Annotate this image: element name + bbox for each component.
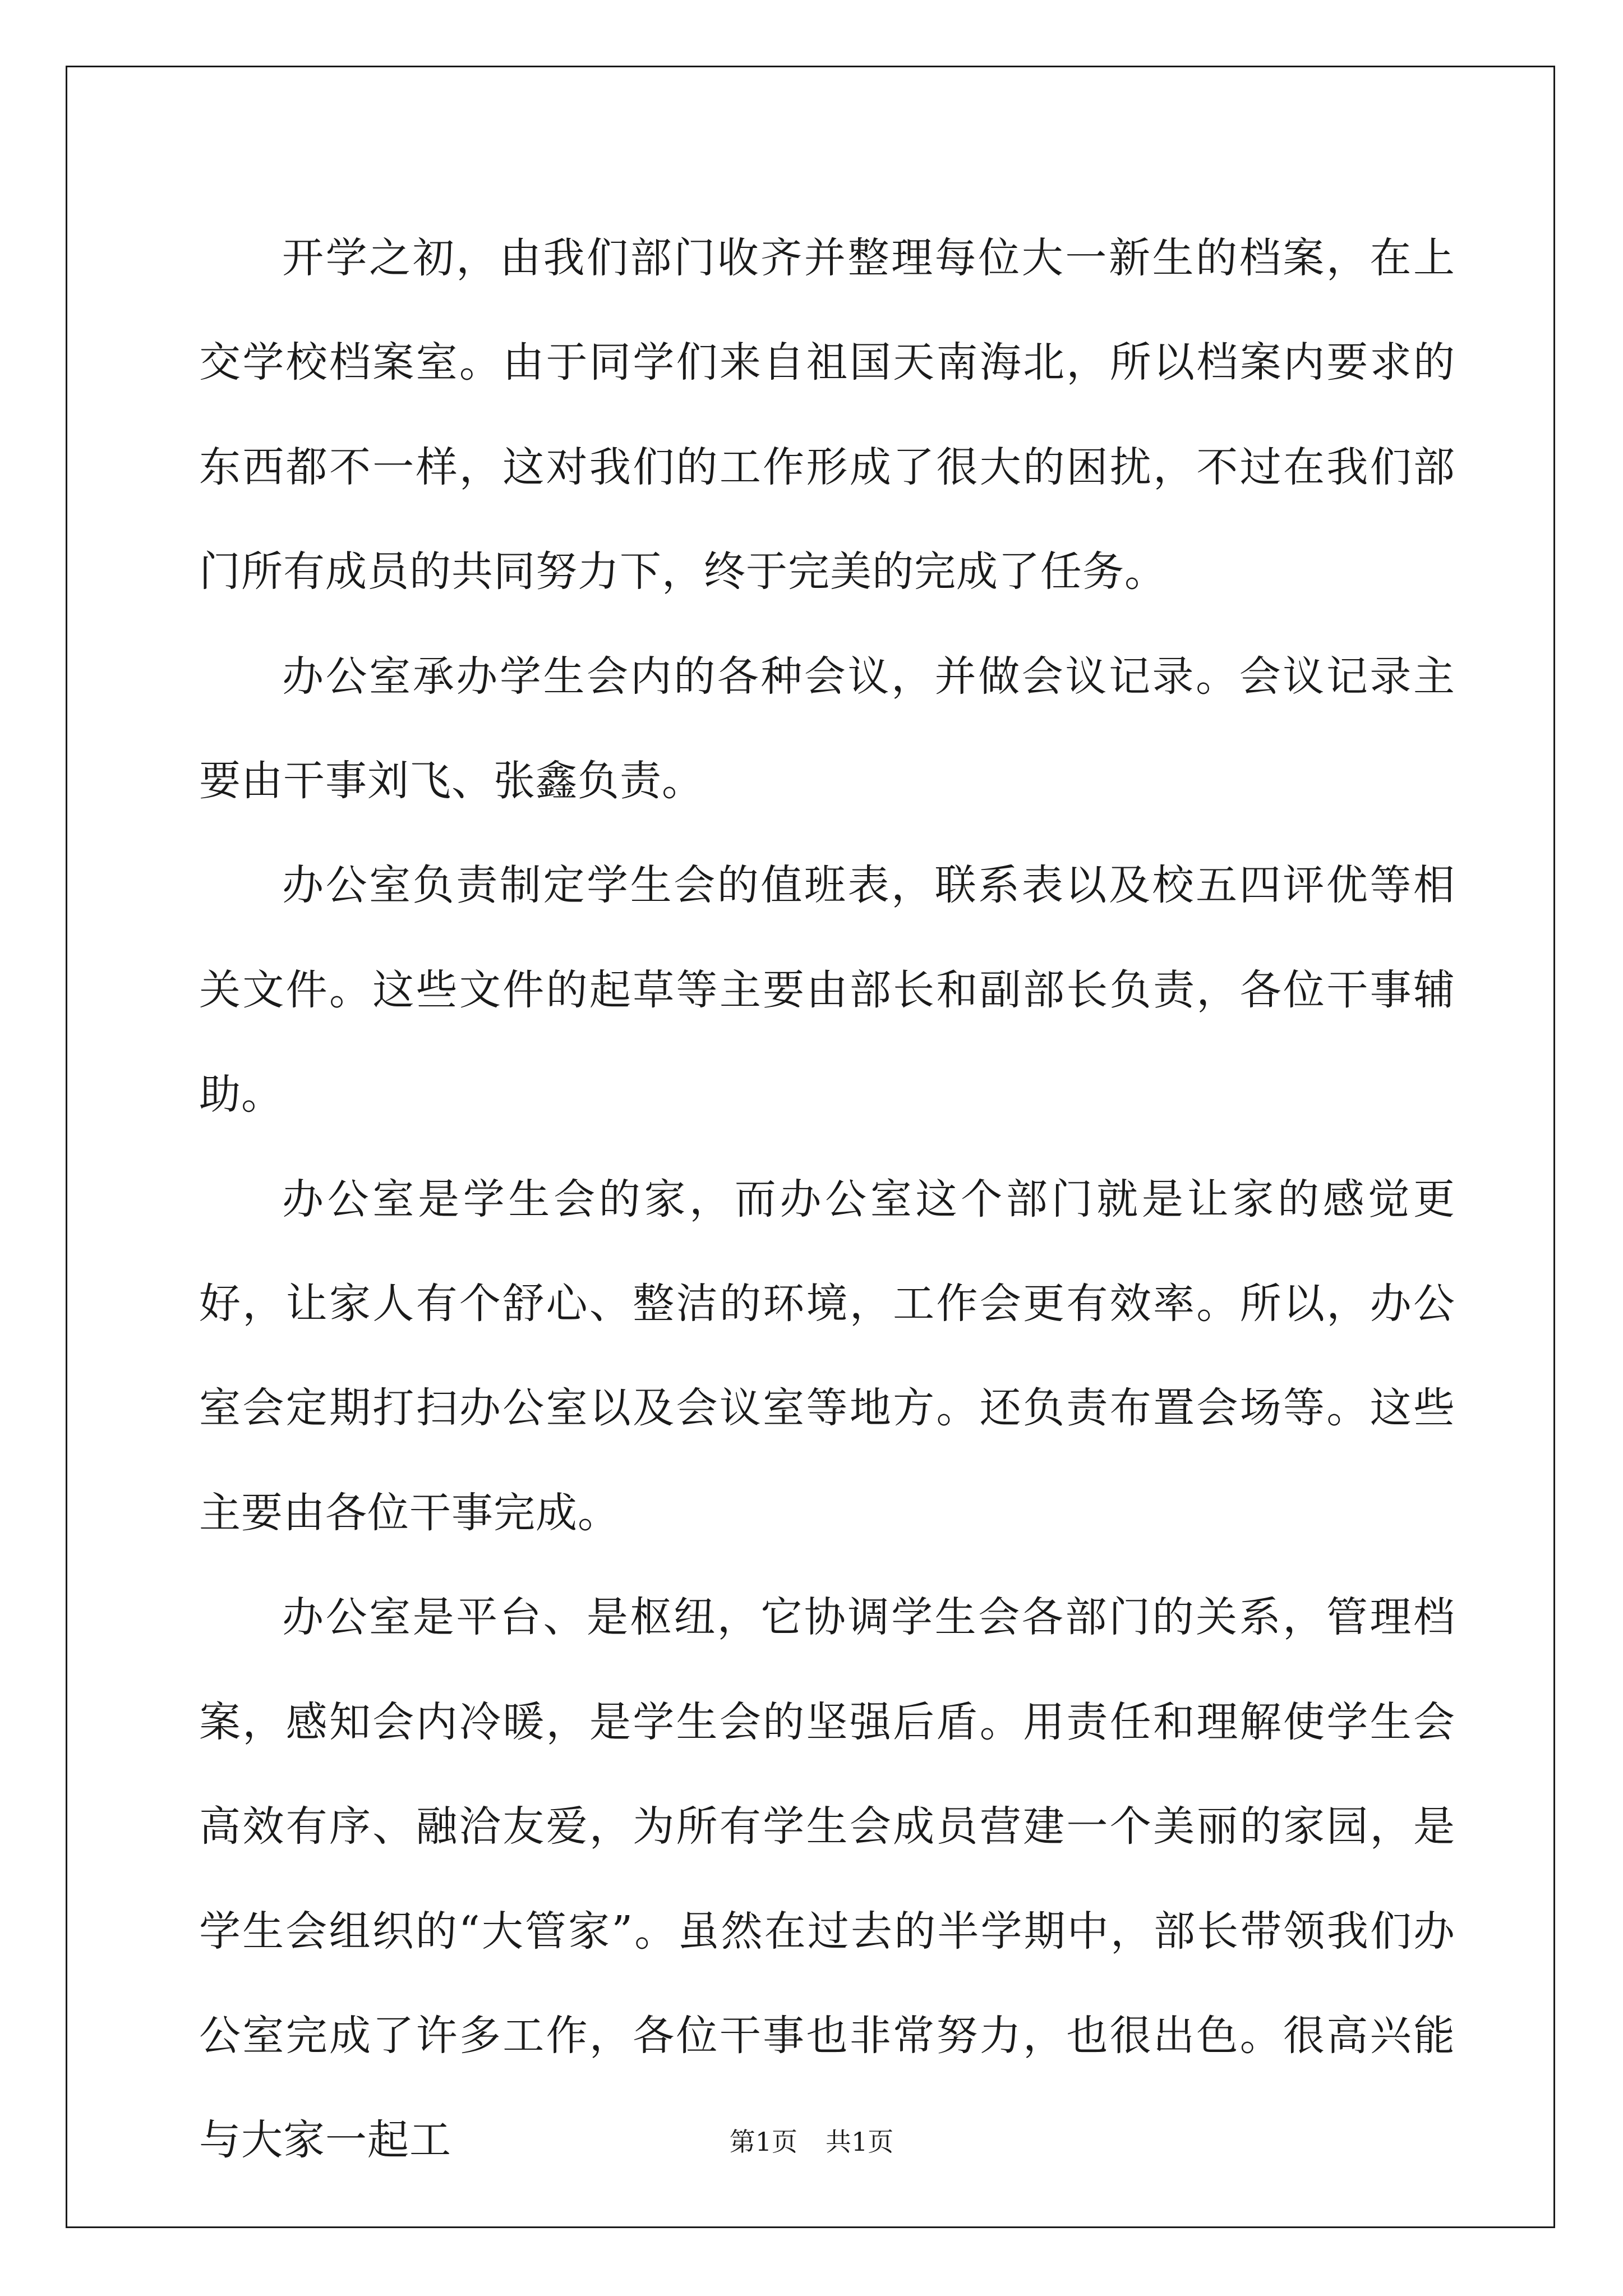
page-total: 共1页 [826,2127,894,2157]
document-body [199,206,1455,2193]
paragraph: 办公室负责制定学生会的值班表，联系表以及校五四评优等相关文件。这些文件的起草等主要由部长和副部长负责，各位干事辅助。 [199,861,1455,1119]
paragraph: 办公室是平台、是枢纽，它协调学生会各部门的关系，管理档案，感知会内冷暖，是学生会的坚强后盾。用责任和理解使学生会高效有序、融洽友爱，为所有学生会成员营建一个美丽的家园，是学生会组织的“大管家”。虽然在过去的半学期中，部长带领我们办公室完成了许多工作，各位干事也非常努力，也很出色。很高兴能与大家一起工 [199,1593,1455,2165]
page-number: 第1页 [729,2127,797,2157]
page-footer [0,2122,1623,2159]
paragraph: 办公室承办学生会内的各种会议，并做会议记录。会议记录主要由干事刘飞、张鑫负责。 [199,652,1455,806]
paragraph: 办公室是学生会的家，而办公室这个部门就是让家的感觉更好，让家人有个舒心、整洁的环境，工作会更有效率。所以，办公室会定期打扫办公室以及会议室等地方。还负责布置会场等。这些主要由各位干事完成。 [199,1175,1455,1537]
paragraph: 开学之初，由我们部门收齐并整理每位大一新生的档案，在上交学校档案室。由于同学们来自祖国天南海北，所以档案内要求的东西都不一样，这对我们的工作形成了很大的困扰，不过在我们部门所有成员的共同努力下，终于完美的完成了任务。 [199,234,1455,596]
